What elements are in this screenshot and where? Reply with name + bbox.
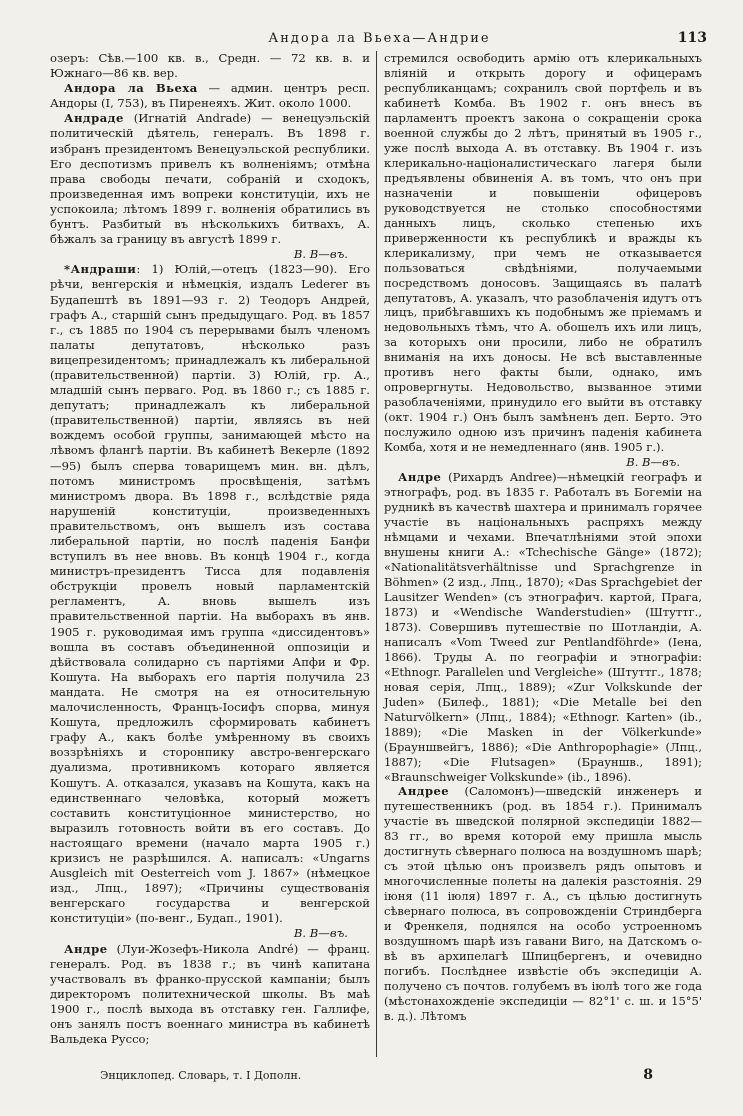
right-column <box>376 51 702 1057</box>
article-entry <box>50 942 370 1048</box>
running-head: Андора ла Вьеха—Андрие <box>268 31 491 46</box>
article-entry <box>50 111 370 262</box>
footer-publication: Энциклопед. Словарь, т. I Дополн. <box>100 1068 302 1082</box>
article-text: (Луи-Жозефъ-Никола André) — франц. генералъ. Род. въ 1838 г.; въ чинѣ капитана участвовалъ въ франко-прусской кампаніи; былъ директоромъ политехнической школы. Въ маѣ 1900 г., послѣ выхода въ отставку ген. Галлифе, онъ занялъ постъ военнаго министра въ кабинетѣ Вальдека Руссо; <box>50 941 370 1047</box>
article-entry <box>384 784 702 1024</box>
page-header <box>52 12 707 46</box>
page-number: 113 <box>677 30 707 46</box>
article-text: (Саломонъ)—шведскій инженеръ и путешественникъ (род. въ 1854 г.). Принималъ участіе въ шведской полярной экспедиціи 1882—83 гг., во время которой ему пришла мысль достигнуть сѣвернаго полюса на воздушномъ шарѣ; съ этой цѣлью онъ произвелъ рядъ опытовъ и многочисленные полеты на далекія разстоянія. 29 іюня (11 іюля) 1897 г. А., съ цѣлью достигнуть сѣвернаго полюса, въ сопровожденіи Стриндберга и Френкеля, поднялся на особо устроенномъ воздушномъ шарѣ изъ гавани Виго, на Датскомъ о-вѣ въ архипелагѣ Шпицбергенъ, и очевидно погибъ. Послѣднее извѣстіе объ экспедиціи А. получено съ почтов. голубемъ въ іюлѣ того же года (мѣстонахожденіе экспедиціи — 82°1' с. ш. и 15°5' в. д.). Лѣтомъ <box>384 784 702 1023</box>
article-entry <box>50 81 370 111</box>
article-entry <box>384 470 702 784</box>
article-entry <box>384 51 702 470</box>
left-column <box>50 51 376 1057</box>
article-text: (Игнатій Andrade) — венецуэльскій политическій дѣятель, генералъ. Въ 1898 г. избранъ президентомъ Венецуэльской республики. Его деспотизмъ привелъ къ волненіямъ; отмѣна права свободы печати, собраній и сходокъ, произведенная имъ вопреки конституціи, ихъ не успокоила; лѣтомъ 1899 г. волненія обратились въ бунтъ. Разбитый въ нѣсколькихъ битвахъ, А. бѣжалъ за границу въ августѣ 1899 г. <box>50 111 370 247</box>
author-signature: В. В—въ. <box>293 926 348 941</box>
article-headword: Андре <box>64 941 108 956</box>
article-text: : 1) Юлій,—отецъ (1823—90). Его рѣчи, венгерскія и нѣмецкія, издалъ Lederer въ Будапештѣ въ 1891—93 г. 2) Теодоръ Андрей, графъ А., старшій сынъ предыдущаго. Род. въ 1857 г., съ 1885 по 1904 съ перерывами былъ членомъ палаты депутатовъ, нѣсколько разъ вицепрезидентомъ; принадлежалъ къ либеральной (правительственной) партіи. 3) Юлій, гр. А., младшій сынъ перваго. Род. въ 1860 г.; съ 1885 г. депутатъ; принадлежалъ къ либеральной (правительственной) партіи, являясь въ ней вождемъ особой группы, занимающей мѣсто на лѣвомъ флангѣ партіи. Въ кабинетѣ Векерле (1892—95) былъ сперва товарищемъ мин. вн. дѣлъ, потомъ министромъ просвѣщенія, затѣмъ министромъ двора. Въ 1898 г., вслѣдствіе ряда нарушеній конституціи, произведенныхъ правительствомъ, онъ вышелъ изъ состава либеральной партіи, но послѣ паденія Банфи вступилъ въ нее вновь. Въ концѣ 1904 г., когда министръ-президентъ Тисса для подавленія обструкціи провелъ новый парламентскій регламентъ, А. вновь вышелъ изъ правительственной партіи. На выборахъ въ янв. 1905 г. руководимая имъ группа «диссидентовъ» вошла въ составъ объединенной оппозиціи и дѣйствовала солидарно съ партіями Апфи и Фр. Кошута. На выборахъ его партія получила 23 мандата. Не смотря на ея относительную малочисленность, Францъ-Іосифъ спорва, минуя Кошута, предложилъ сформировать кабинетъ графу А., какъ болѣе умѣренному въ своихъ воззрѣніяхъ и сторонпику австро-венгерскаго дуализма, противникомъ котораго является Кошутъ. А. отказался, указавъ на Кошута, какъ на единственнаго человѣка, который можетъ составить конституціонное министерство, но выразилъ готовность войти въ его составъ. До настоящаго времени (начало марта 1905 г.) кризисъ не разрѣшился. А. написалъ: «Ungarns Ausgleich mit Oesterreich vom J. 1867» (нѣмецкое изд., Лпц., 1897); «Причины существованія венгерскаго государства и венгерской конституціи» (по-венг., Будап., 1901). <box>50 262 370 926</box>
article-entry <box>50 51 370 81</box>
article-entry <box>50 262 370 941</box>
signature-mark: 8 <box>643 1067 653 1083</box>
article-text: озеръ: Сѣв.—100 кв. в., Средн. — 72 кв. в. и Южнаго—86 кв. вер. <box>50 51 370 81</box>
article-text: (Рихардъ Andree)—нѣмецкій географъ и этнографъ, род. въ 1835 г. Работалъ въ Богеміи на рудникѣ въ качествѣ шахтера и принималъ горячее участіе въ національныхъ распряхъ между нѣмцами и чехами. Впечатлѣніями этой эпохи внушены книги А.: «Tchechische Gänge» (1872); «Nationalitätsverhältnisse und Sprachgrenze in Böhmen» (2 изд., Лпц., 1870); «Das Sprachgebiet der Lausitzer Wenden» (съ этнографич. картой, Прага, 1873) и «Wendische Wanderstudien» (Штуттг., 1873). Совершивъ путешествіе по Шотландіи, А. написалъ «Vom Tweed zur Pentlandföhrde» (Iена, 1866). Труды А. по географіи и этнографіи: «Ethnogr. Parallelen und Vergleiche» (Штуттг., 1878; новая серія, Лпц., 1889); «Zur Volkskunde der Juden» (Билеф., 1881); «Die Metalle bei den Naturvölkern» (Лпц., 1884); «Ethnogr. Karten» (ib., 1889); «Die Masken in der Völkerkunde» (Брауншвейгъ, 1886); «Die Anthropophagie» (Лпц., 1887); «Die Flutsagen» (Брауншв., 1891); «Braunschweiger Volkskunde» (ib., 1896). <box>384 470 702 784</box>
article-headword: Андре <box>398 470 442 485</box>
article-headword: Андреe <box>398 784 450 799</box>
article-headword: Андраде <box>64 111 124 126</box>
article-text: стремился освободить армію отъ клерикальныхъ вліяній и открыть дорогу и офицерамъ республиканцамъ; сохранилъ свой портфель и въ кабинетѣ Комба. Въ 1902 г. онъ внесъ въ парламентъ проектъ закона о сокращеніи срока военной службы до 2 лѣтъ, принятый въ 1905 г., уже послѣ выхода А. въ отставку. Въ 1904 г. изъ клерикально-націоналистическаго лагеря были предъявлены обвиненія А. въ томъ, что онъ при назначеніи и повышеніи офицеровъ руководствуется не столько способностями данныхъ лицъ, сколько степенью ихъ приверженности къ республикѣ и вражды къ клерикализму, при чемъ не отказывается пользоваться свѣдѣніями, получаемыми посредствомъ доносовъ. Защищаясь въ палатѣ депутатовъ, А. указалъ, что разоблаченія идутъ отъ лицъ, прибѣгавшихъ къ подобнымъ же пріемамъ и недовольныхъ тѣмъ, что А. обошелъ ихъ или лицъ, за которыхъ они просили, либо не обратилъ вниманія на ихъ доносы. Не всѣ выставленные противъ него факты были, однако, имъ опровергнуты. Недовольство, вызванное этими разоблаченіями, принудило его выйти въ отставку (окт. 1904 г.) Онъ былъ замѣненъ деп. Берто. Это послужило одною изъ причинъ паденія кабинета Комба, хотя и не немедленнаго (янв. 1905 г.). <box>384 51 702 455</box>
page-footer <box>100 1064 653 1086</box>
article-headword: Андора ла Вьеха <box>64 81 198 96</box>
article-text: — админ. центръ респ. Андоры (I, 753), въ Пиренеяхъ. Жит. около 1000. <box>50 81 370 111</box>
article-headword: *Андраши <box>64 262 137 277</box>
author-signature: В. В—въ. <box>626 455 680 470</box>
text-columns <box>50 51 709 1057</box>
author-signature: В. В—въ. <box>293 247 348 262</box>
